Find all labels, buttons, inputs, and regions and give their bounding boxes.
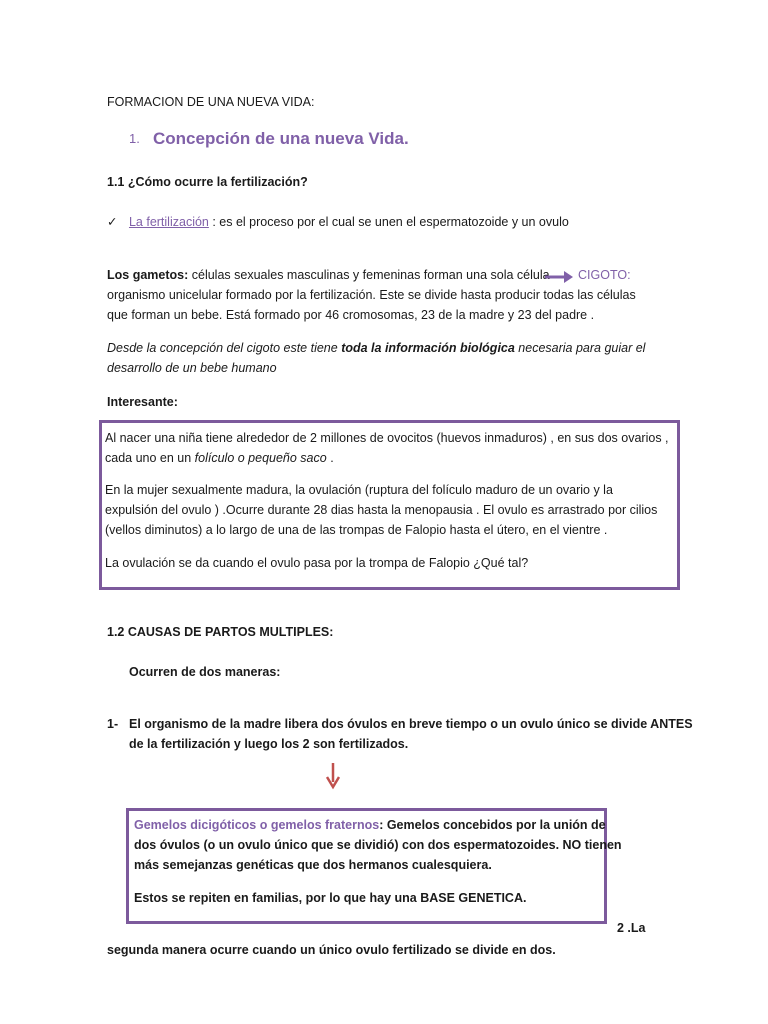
info-text-bold: toda la información biológica — [341, 341, 515, 355]
checkmark-icon: ✓ — [107, 215, 118, 229]
twins-line-4: Estos se repiten en familias, por lo que hay una BASE GENETICA. — [134, 891, 527, 905]
twins-term: Gemelos dicigóticos o gemelos fraternos — [134, 818, 380, 832]
twins-line-2: dos óvulos (o un ovulo único que se dividió) con dos espermatozoides. NO tienen — [134, 838, 622, 852]
twins-line-1 — [134, 815, 606, 835]
two-ways-label: Ocurren de dos maneras: — [129, 665, 281, 679]
fertilization-link[interactable]: La fertilización — [128, 215, 209, 229]
section-title: Concepción de una nueva Vida. — [153, 129, 409, 148]
interesante-label: Interesante: — [107, 395, 178, 409]
info-paragraph-line-1 — [107, 338, 645, 358]
gametes-text: células sexuales masculinas y femeninas forman una sola célula — [188, 268, 550, 282]
twins-line-3: más semejanzas genéticas que dos hermanos cualesquiera. — [134, 858, 492, 872]
box1-line-3: En la mujer sexualmente madura, la ovulación (ruptura del folículo maduro de un ovario y la — [105, 483, 613, 497]
second-way-text: segunda manera ocurre cuando un único ovulo fertilizado se divide en dos. — [107, 943, 556, 957]
gametes-line-2: organismo unicelular formado por la fertilización. Este se divide hasta producir todas las células — [107, 288, 636, 302]
item-1-number: 1- — [107, 717, 119, 731]
follicle-term: folículo o pequeño saco — [194, 451, 327, 465]
down-arrow-icon — [326, 762, 340, 790]
main-heading: FORMACION DE UNA NUEVA VIDA: — [107, 95, 315, 109]
item-1-line-2: de la fertilización y luego los 2 son fertilizados. — [129, 737, 409, 751]
fertilization-definition — [107, 212, 569, 232]
second-way-start: 2 .La — [617, 921, 646, 935]
box1-line-5: (vellos diminutos) a lo largo de una de las trompas de Falopio hasta el útero, en el vientre . — [105, 523, 608, 537]
fertilization-text: : es el proceso por el cual se unen el espermatozoide y un ovulo — [208, 215, 569, 229]
gametes-line-1 — [107, 265, 550, 285]
gametes-line-3: que forman un bebe. Está formado por 46 cromosomas, 23 de la madre y 23 del padre . — [107, 308, 595, 322]
info-text-a: Desde la concepción del cigoto este tiene — [107, 341, 342, 355]
item-1-line-1: El organismo de la madre libera dos óvulos en breve tiempo o un ovulo único se divide ANTES — [129, 717, 693, 731]
section-number: 1. — [129, 131, 140, 146]
subsection-title: 1.1 ¿Cómo ocurre la fertilización? — [107, 175, 308, 189]
twins-text-1: : Gemelos concebidos por la unión de — [379, 818, 606, 832]
right-arrow-icon — [544, 270, 574, 284]
gametes-label: Los gametos: — [107, 268, 189, 282]
info-text-c: necesaria para guiar el — [514, 341, 646, 355]
box1-line-2 — [105, 448, 334, 468]
box1-line-6: La ovulación se da cuando el ovulo pasa por la trompa de Falopio ¿Qué tal? — [105, 556, 529, 570]
info-paragraph-line-2: desarrollo de un bebe humano — [107, 361, 277, 375]
zygote-label: CIGOTO: — [578, 268, 631, 282]
box1-line-4: expulsión del ovulo ) .Ocurre durante 28 dias hasta la menopausia . El ovulo es arrastrado por cilios — [105, 503, 658, 517]
box1-period: . — [326, 451, 334, 465]
box1-text: cada uno en un — [105, 451, 195, 465]
subsection-1-2-title: 1.2 CAUSAS DE PARTOS MULTIPLES: — [107, 625, 334, 639]
box1-line-1: Al nacer una niña tiene alrededor de 2 millones de ovocitos (huevos inmaduros) , en sus dos ovarios , — [105, 431, 669, 445]
